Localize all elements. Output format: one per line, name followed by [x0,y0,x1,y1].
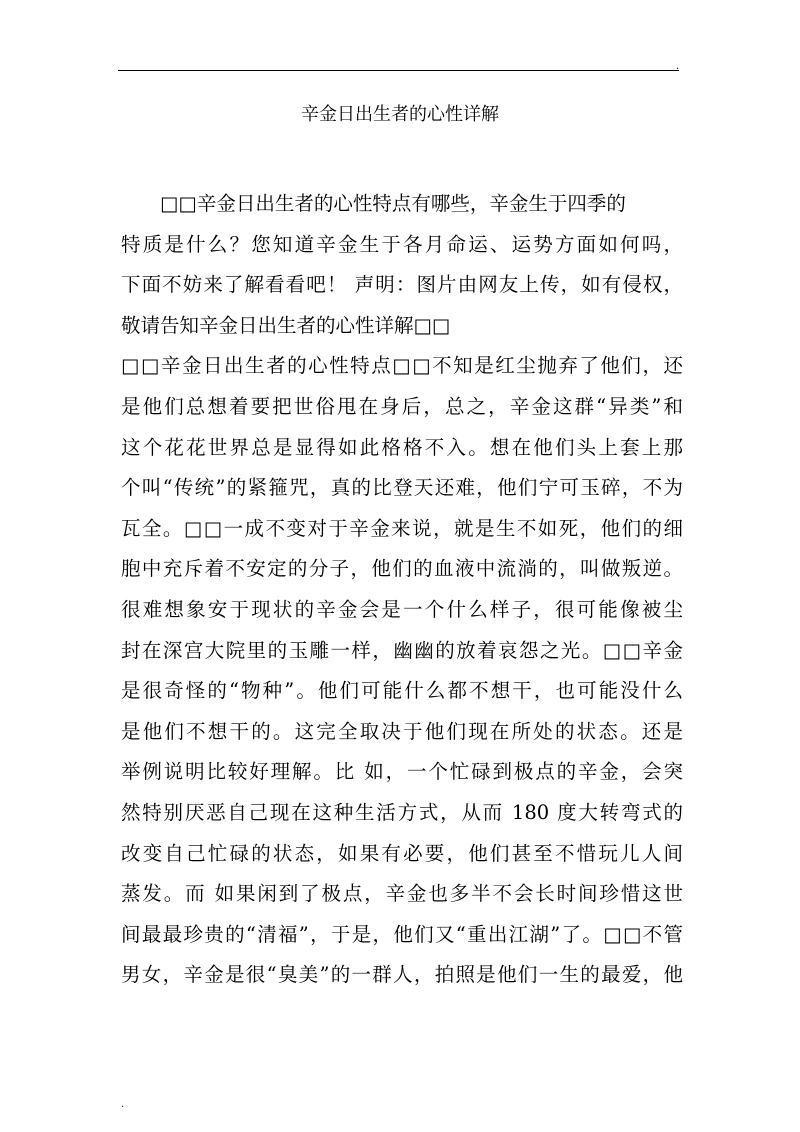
text-line: 很难想象安于现状的辛金会是一个什么样子，很可能像被尘 [121,597,683,621]
text-line: 瓦全。□□一成不变对于辛金来说，就是生不如死，他们的细 [121,516,683,540]
corner-mark-top: . [676,61,680,72]
body-text [121,184,683,996]
text-line: 然特别厌恶自己现在这种生活方式，从而 180 度大转弯式的 [121,800,683,824]
page-title: 辛金日出生者的心性详解 [301,104,499,125]
text-line: 是很奇怪的“物种”。他们可能什么都不想干，也可能没什么 [121,679,683,703]
text-line: 改变自己忙碌的状态，如果有必要，他们甚至不惜玩儿人间 [121,841,683,865]
text-line: 举例说明比较好理解。比 如，一个忙碌到极点的辛金，会突 [121,760,683,784]
text-line: 敬请告知辛金日出生者的心性详解□□ [121,313,451,337]
text-line: □□辛金日出生者的心性特点有哪些，辛金生于四季的 [160,192,626,215]
corner-mark-bottom: . [121,1099,125,1110]
text-line: 特质是什么？您知道辛金生于各月命运、运势方面如何吗， [121,232,683,256]
text-line: 封在深宫大院里的玉雕一样，幽幽的放着哀怨之光。□□辛金 [121,638,683,662]
text-line: 间最最珍贵的“清福”，于是，他们又“重出江湖”了。□□不管 [121,922,683,946]
text-line: 这个花花世界总是显得如此格格不入。想在他们头上套上那 [121,435,683,459]
text-line: 胞中充斥着不安定的分子，他们的血液中流淌的，叫做叛逆。 [121,557,683,581]
text-line: 下面不妨来了解看看吧！ 声明：图片由网友上传，如有侵权， [121,273,683,297]
text-line: 是他们不想干的。这完全取决于他们现在所处的状态。还是 [121,719,683,743]
text-line: 男女，辛金是很“臭美”的一群人，拍照是他们一生的最爱，他 [121,963,683,987]
text-line: 蒸发。而 如果闲到了极点，辛金也多半不会长时间珍惜这世 [121,882,683,906]
header-rule [118,70,679,71]
text-line: 是他们总想着要把世俗甩在身后，总之，辛金这群“异类”和 [121,394,683,418]
text-line: □□辛金日出生者的心性特点□□不知是红尘抛弃了他们，还 [121,354,683,378]
text-line: 个叫“传统”的紧箍咒，真的比登天还难，他们宁可玉碎，不为 [121,476,683,500]
